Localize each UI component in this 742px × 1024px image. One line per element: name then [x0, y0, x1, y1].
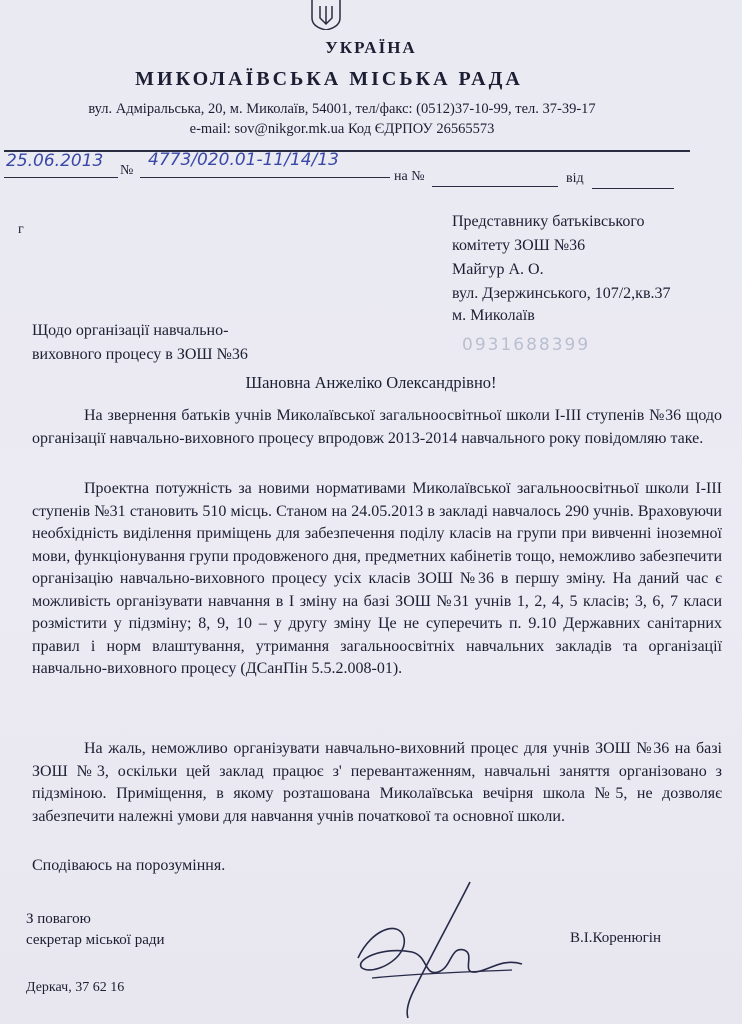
header-address: вул. Адміральська, 20, м. Миколаїв, 54001, тел/факс: (0512)37-10-99, тел. 37-39-17	[88, 101, 596, 117]
executor-contact: Деркач, 37 62 16	[26, 980, 125, 995]
addressee-line: м. Миколаїв	[452, 307, 535, 324]
subject-line: Щодо організації навчально-	[32, 322, 229, 339]
header-email-code: e-mail: sov@nikgor.mk.ua Код ЄДРПОУ 26565573	[189, 121, 495, 137]
handwritten-phone: 0931688399	[462, 335, 591, 355]
corner-mark: г	[18, 222, 24, 237]
header-country: УКРАЇНА	[325, 38, 417, 57]
body-paragraph: На жаль, неможливо організувати навчально-виховний процес для учнів ЗОШ №36 на базі ЗОШ №3, оскільки цей заклад працює з' перевантаженням, навчальні заняття організовано з підзміною. Приміщення, в якому розташована Миколаївська вечірня школа №5, не дозволяє забезпечити належні умови для навчання учнів початкової та основної школи.	[32, 740, 722, 825]
regards-label: З повагою	[26, 911, 91, 927]
registration-number-label: №	[120, 163, 134, 178]
registration-number-line	[140, 177, 390, 178]
subject-line: виховного процесу в ЗОШ №36	[32, 346, 248, 363]
closing-line: Сподіваюсь на порозуміння.	[32, 857, 226, 874]
addressee-line: Майгур А. О.	[452, 261, 544, 278]
registration-date: 25.06.2013	[6, 151, 104, 171]
reference-number-label: на №	[394, 169, 425, 184]
coat-of-arms-icon	[306, 0, 346, 30]
signatory-name: В.І.Коренюгін	[570, 930, 661, 946]
greeting: Шановна Анжеліко Олександрівно!	[245, 373, 497, 392]
addressee-line: комітету ЗОШ №36	[452, 237, 586, 254]
header-council-name: МИКОЛАЇВСЬКА МІСЬКА РАДА	[135, 68, 523, 90]
signatory-position: секретар міської ради	[26, 932, 165, 948]
addressee-line: вул. Дзержинського, 107/2,кв.37	[452, 285, 671, 302]
reference-date-line	[592, 188, 674, 189]
handwritten-signature	[352, 880, 532, 1020]
reference-number-line	[432, 186, 558, 187]
addressee-line: Представнику батьківського	[452, 213, 645, 230]
header-divider	[4, 150, 690, 152]
body-paragraph: На звернення батьків учнів Миколаївської загальноосвітньої школи I-III ступенів №36 щодо організації навчально-виховного процесу впродовж 2013-2014 навчального року повідомляю таке.	[32, 407, 722, 447]
reference-date-label: від	[566, 171, 584, 186]
body-paragraph: Проектна потужність за новими нормативами Миколаївської загальноосвітньої школи I-III ступенів №31 становить 510 місць. Станом на 24.05.2013 в закладі навчалось 290 учнів. Враховуючи необхідність виділення приміщень для забезпечення поділу класів на групи при вивченні іноземної мови, функціонування групи продовженого дня, предметних кабінетів тощо, неможливо забезпечити організацію навчально-виховного процесу усіх класів ЗОШ №36 в першу зміну. На даний час є можливість організувати навчання в I зміну на базі ЗОШ №31 учнів 1, 2, 4, 5 класів; 3, 6, 7 класи розмістити у підзміну; 8, 9, 10 – у другу зміну Це не суперечить п. 9.10 Державних санітарних правил і норм влаштування, утримання загальноосвітніх навчальних закладів та організації навчально-виховного процесу (ДСанПін 5.5.2.008-01).	[32, 480, 722, 677]
registration-number: 4773/020.01-11/14/13	[148, 150, 339, 170]
registration-date-line	[4, 177, 118, 178]
